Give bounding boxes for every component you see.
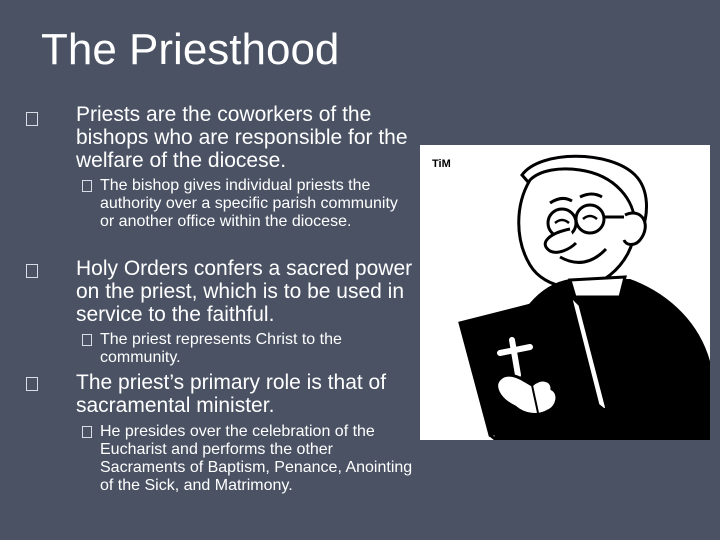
sub-bullet-2: The priest represents Christ to the community. — [100, 331, 342, 366]
artist-signature: TiM — [432, 158, 451, 170]
bullet-2: Holy Orders confers a sacred power on the priest, which is to be used in service to the faithful. — [76, 257, 413, 326]
bullet-3: The priest’s primary role is that of sacramental minister. — [76, 371, 387, 417]
sub-bullet-box-icon — [82, 334, 92, 346]
bullet-box-icon — [26, 264, 38, 278]
sub-bullet-3: He presides over the celebration of the Eucharist and performs the other Sacraments of Baptism, Penance, Anointing of the Sick, and Matrimony. — [100, 423, 413, 494]
bullet-box-icon — [26, 112, 38, 126]
sub-bullet-box-icon — [82, 426, 92, 438]
slide-title: The Priesthood — [41, 25, 340, 74]
bullet-box-icon — [26, 377, 38, 391]
bullet-1: Priests are the coworkers of the bishops who are responsible for the welfare of the diocese. — [76, 103, 408, 172]
sub-bullet-1: The bishop gives individual priests the authority over a specific parish community or another office within the diocese. — [100, 177, 398, 230]
sub-bullet-box-icon — [82, 180, 92, 192]
priest-cartoon-illustration — [420, 145, 710, 440]
priest-cartoon-svg — [420, 145, 710, 440]
